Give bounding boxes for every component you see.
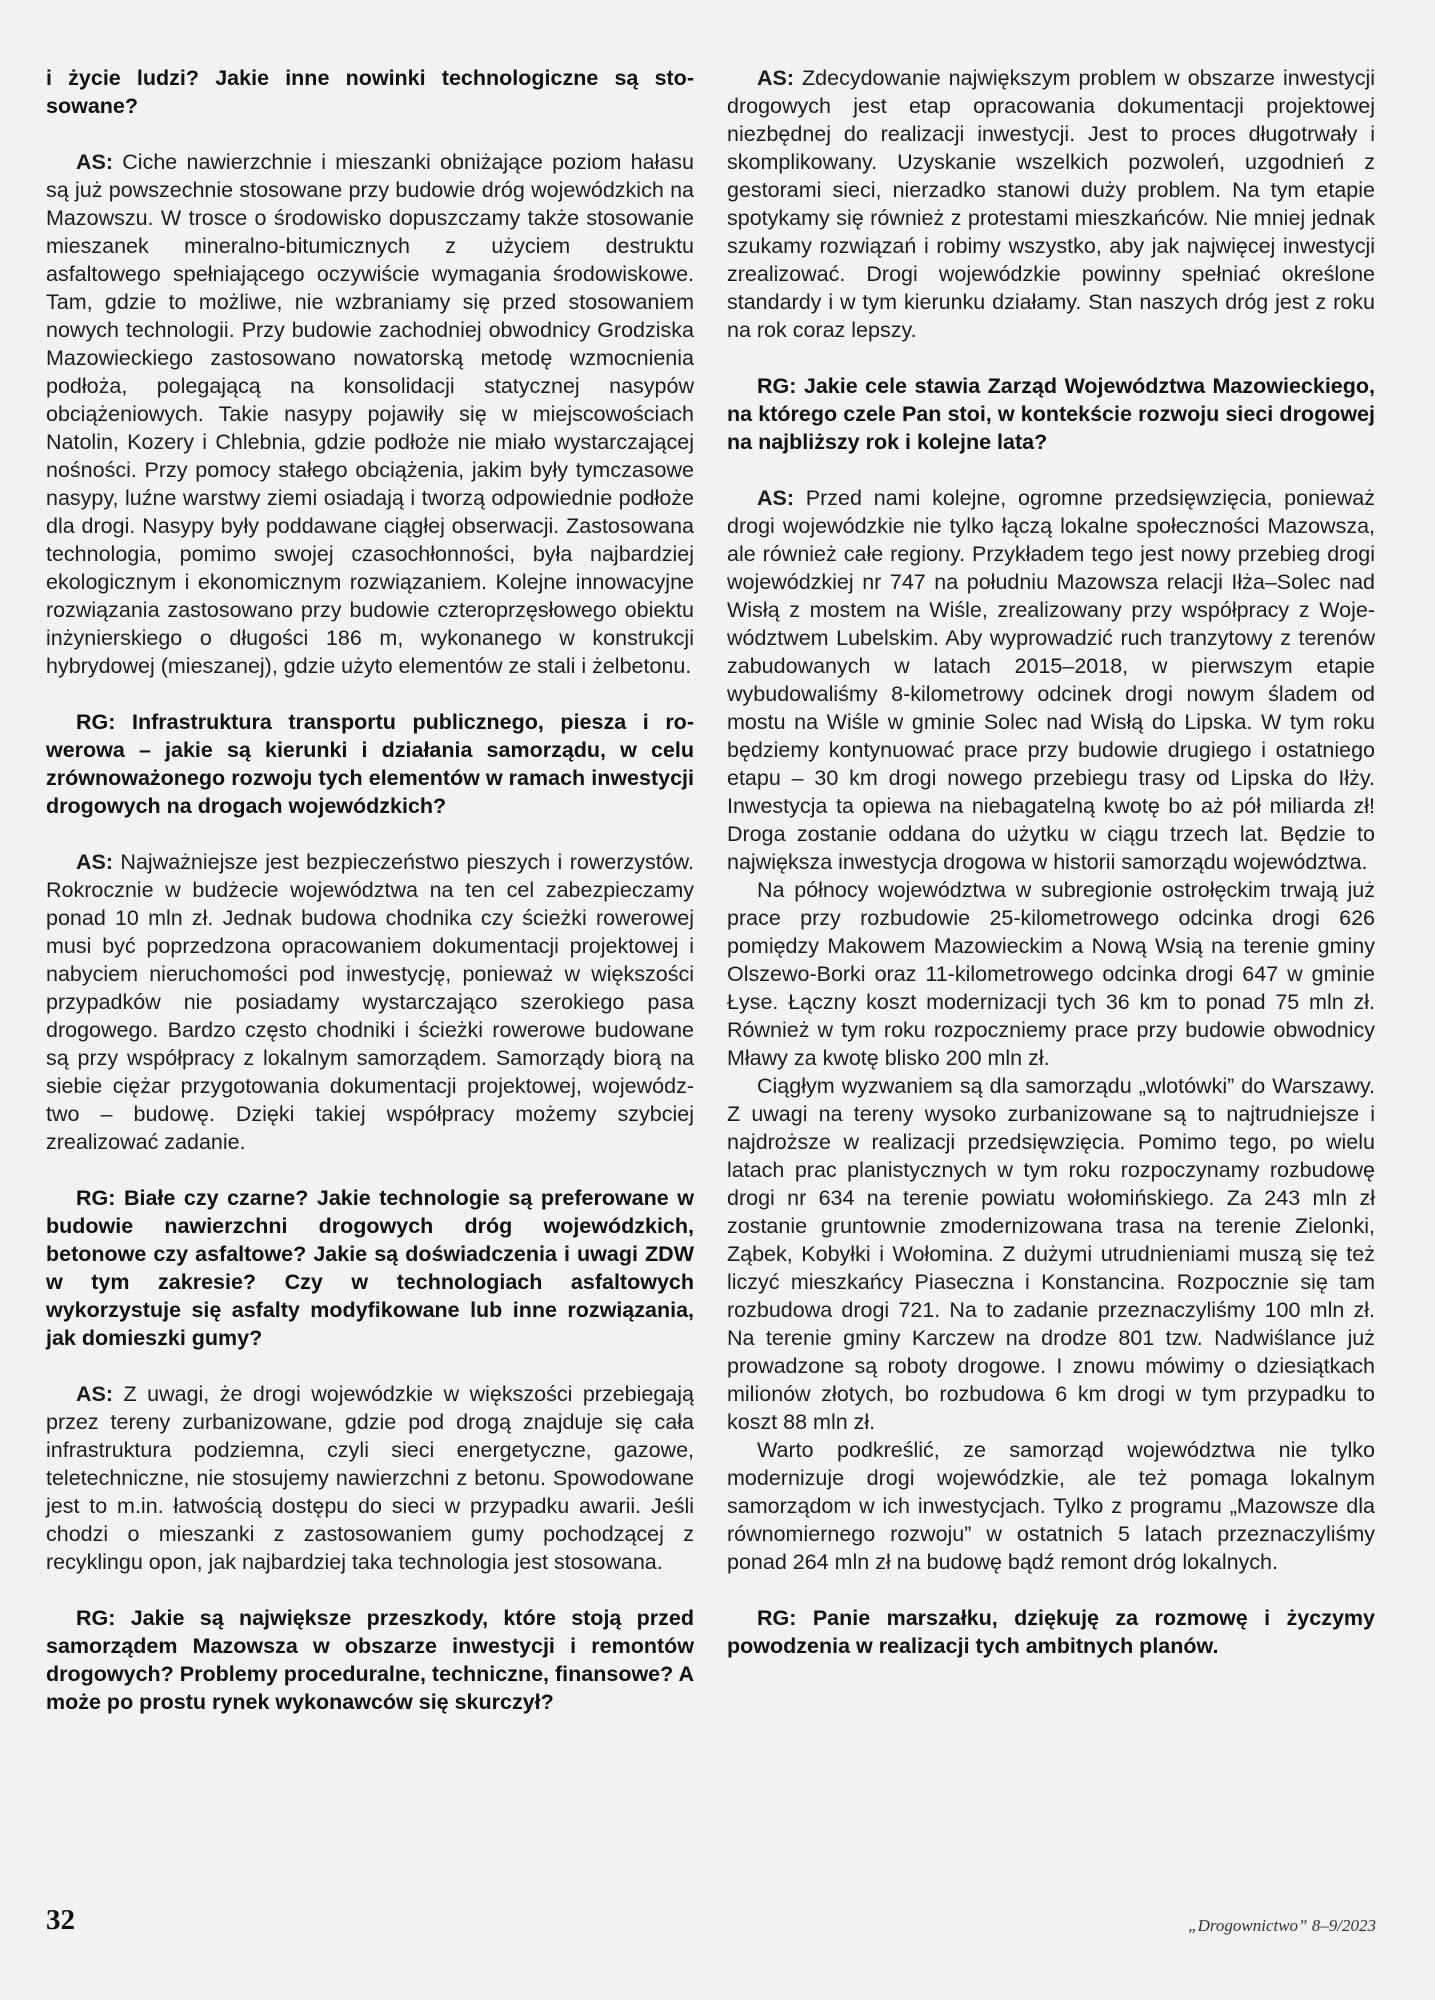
- answer-paragraph: [46, 148, 694, 680]
- speaker-label: AS:: [76, 150, 114, 174]
- answer-paragraph: [727, 484, 1375, 876]
- left-column: [46, 64, 694, 1716]
- right-column: [727, 64, 1375, 1660]
- answer-text: Ciche nawierzchnie i mieszanki obniżające poziom hałasu są już powszechnie stosowane przy budowie dróg wojewódzkich na Mazowszu. W trosce o środowisko dopuszczamy także stosowanie mieszanek mineralno-bitumicznych z użyciem destruktu asfaltowego spełniającego oczywiście wymagania środowiskowe. Tam, gdzie to możliwe, nie wzbraniamy się przed stosowaniem nowych technologii. Przy budowie zachodniej obwodnicy Grodziska Mazowieckiego zastosowano nowatorską metodę wzmocnienia podłoża, polegającą na konsolidacji statycznej nasypów obciążeniowych. Takie nasypy pojawiły się w miejscowościach Natolin, Kozery i Chlebnia, gdzie podłoże nie miało wystarczającej nośności. Przy pomocy stałego obciążenia, jakim były tymczasowe nasypy, luźne warstwy ziemi osiadają i tworzą odpowiednie podłoże dla drogi. Nasypy były poddawane ciągłej obserwacji. Zastosowana technologia, pomimo swojej czasochłonności, była najbardziej ekologicznym i ekonomicznym rozwiązaniem. Kolejne innowacyjne rozwiązania zastosowano przy budowie czteroprzęsłowego obiektu inżynierskiego o długości 186 m, wykonanego w konstrukcji hybrydowej (mieszanej), gdzie użyto elementów ze stali i żelbetonu.: [46, 150, 694, 678]
- journal-issue: „Drogownictwo” 8–9/2023: [1188, 1916, 1376, 1935]
- speaker-label: AS:: [76, 1382, 114, 1406]
- question-text: RG: Jakie są największe przeszkody, które stoją przed samorządem Mazowsza w obszarze inwestycji i remontów drogowych? Problemy proceduralne, techniczne, finansowe? A może po prostu rynek wykonawców się skurczył?: [46, 1606, 694, 1714]
- answer-text: Najważniejsze jest bezpieczeństwo pieszych i rowerzystów. Rokrocznie w budżecie województwa na ten cel zabezpieczamy ponad 10 mln zł. Jednak budowa chodnika czy ścieżki rowerowej musi być poprzedzona opracowaniem dokumentacji projektowej i nabyciem nieruchomości pod inwestycję, ponieważ w większości przypadków nie posiadamy wystarczająco szerokiego pasa drogowego. Bardzo często chodniki i ścieżki rowerowe budowane są przy współpracy z lokalnym samorządem. Samorządy biorą na siebie ciężar przygotowania dokumentacji projektowej, województwo – budowę. Dzięki takiej współpracy możemy szybciej zrealizować zadanie.: [46, 850, 694, 1154]
- question-text: RG: Infrastruktura transportu publicznego, piesza i rowerowa – jakie są kierunki i działania samorządu, w celu zrównoważonego rozwoju tych elementów w ramach inwestycji drogowych na drogach wojewódzkich?: [46, 710, 694, 818]
- question-text: RG: Jakie cele stawia Zarząd Województwa Mazowieckiego, na którego czele Pan stoi, w kontekście rozwoju sieci drogowej na najbliższy rok i kolejne lata?: [727, 374, 1375, 454]
- page-number: 32: [46, 1904, 75, 1936]
- answer-text: Z uwagi, że drogi wojewódzkie w większości przebiegają przez tereny zurbanizowane, gdzie pod drogą znajduje się cała infrastruktura podziemna, czyli sieci energetyczne, gazowe, teletechniczne, nie stosujemy nawierzchni z betonu. Spowodowane jest to m.in. łatwością dostępu do sieci w przypadku awarii. Jeśli chodzi o mieszanki z zastosowaniem gumy pochodzącej z recyklingu opon, jak najbardziej taka technologia jest stosowana.: [46, 1382, 694, 1574]
- speaker-label: AS:: [757, 486, 795, 510]
- speaker-label: AS:: [757, 66, 795, 90]
- body-paragraph: Warto podkreślić, ze samorząd województwa nie tylko modernizuje drogi wojewódzkie, ale też pomaga lokalnym samorządom w ich inwestycjach. Tylko z programu „Mazowsze dla równomiernego rozwoju” w ostatnich 5 latach przeznaczyliśmy ponad 264 mln zł na budowę bądź remont dróg lokalnych.: [727, 1438, 1375, 1574]
- question-text: RG: Panie marszałku, dziękuję za rozmowę i życzymy powodzenia w realizacji tych ambitnych planów.: [727, 1606, 1375, 1658]
- answer-paragraph: [46, 1380, 694, 1576]
- answer-paragraph: [727, 64, 1375, 344]
- speaker-label: AS:: [76, 850, 114, 874]
- answer-paragraph: [46, 848, 694, 1156]
- body-paragraph: Na północy województwa w subregionie ostrołęckim trwają już prace przy rozbudowie 25-kilometrowego odcinka drogi 626 pomiędzy Makowem Mazowieckim a Nową Wsią na terenie gminy Olszewo-Borki oraz 11-kilometrowego odcinka drogi 647 w gminie Łyse. Łączny koszt modernizacji tych 36 km to ponad 75 mln zł. Również w tym roku rozpoczniemy prace przy budowie obwodnicy Mławy za kwotę blisko 200 mln zł.: [727, 878, 1375, 1070]
- answer-text: Zdecydowanie największym problem w obszarze inwestycji drogowych jest etap opracowania dokumentacji projektowej niezbędnej do realizacji inwestycji. Jest to proces długotrwały i skomplikowany. Uzyskanie wszelkich pozwoleń, uzgodnień z gestorami sieci, nierzadko stanowi duży problem. Na tym etapie spotykamy się również z protestami mieszkańców. Nie mniej jednak szukamy rozwiązań i robimy wszystko, aby jak najwięcej inwestycji zrealizować. Drogi wojewódzkie powinny spełniać określone standardy i w tym kierunku działamy. Stan naszych dróg jest z roku na rok coraz lepszy.: [727, 66, 1375, 342]
- answer-text: Przed nami kolejne, ogromne przedsięwzięcia, ponieważ drogi wojewódzkie nie tylko łączą lokalne społeczności Mazowsza, ale również całe regiony. Przykładem tego jest nowy przebieg drogi wojewódzkiej nr 747 na południu Mazowsza relacji Iłża–Solec nad Wisłą z mostem na Wiśle, zrealizowany przy współpracy z Województwem Lubelskim. Aby wyprowadzić ruch tranzytowy z terenów zabudowanych w latach 2015–2018, w pierwszym etapie wybudowaliśmy 8-kilometrowy odcinek drogi nowym śladem od mostu na Wiśle w gminie Solec nad Wisłą do Lipska. W tym roku będziemy kontynuować prace przy budowie drugiego i ostatniego etapu – 30 km drogi nowego przebiegu trasy od Lipska do Iłży. Inwestycja ta opiewa na niebagatelną kwotę bo aż pół miliarda zł! Droga zostanie oddana do użytku w ciągu trzech lat. Będzie to największa inwestycja drogowa w historii samorządu województwa.: [727, 486, 1375, 874]
- question-text: i życie ludzi? Jakie inne nowinki technologiczne są stosowane?: [46, 66, 694, 118]
- question-text: RG: Białe czy czarne? Jakie technologie są preferowane w budowie nawierzchni drogowych dróg wojewódzkich, betonowe czy asfaltowe? Jakie są doświadczenia i uwagi ZDW w tym zakresie? Czy w technologiach asfaltowych wykorzystuje się asfalty modyfikowane lub inne rozwiązania, jak domieszki gumy?: [46, 1186, 694, 1350]
- body-paragraph: Ciągłym wyzwaniem są dla samorządu „wlotówki” do Warszawy. Z uwagi na tereny wysoko zurbanizowane są to najtrudniejsze i najdroższe w realizacji przedsięwzięcia. Pomimo tego, po wielu latach prac planistycznych w tym roku rozpoczynamy rozbudowę drogi nr 634 na terenie powiatu wołomińskiego. Za 243 mln zł zostanie gruntownie zmodernizowana trasa na terenie Zielonki, Ząbek, Kobyłki i Wołomina. Z dużymi utrudnieniami muszą się też liczyć mieszkańcy Piaseczna i Konstancina. Rozpocznie się tam rozbudowa drogi 721. Na to zadanie przeznaczyliśmy 100 mln zł. Na terenie gminy Karczew na drodze 801 tzw. Nadwiślance już prowadzone są roboty drogowe. I znowu mówimy o dziesiątkach milionów złotych, bo rozbudowa 6 km drogi w tym przypadku to koszt 88 mln zł.: [727, 1074, 1375, 1434]
